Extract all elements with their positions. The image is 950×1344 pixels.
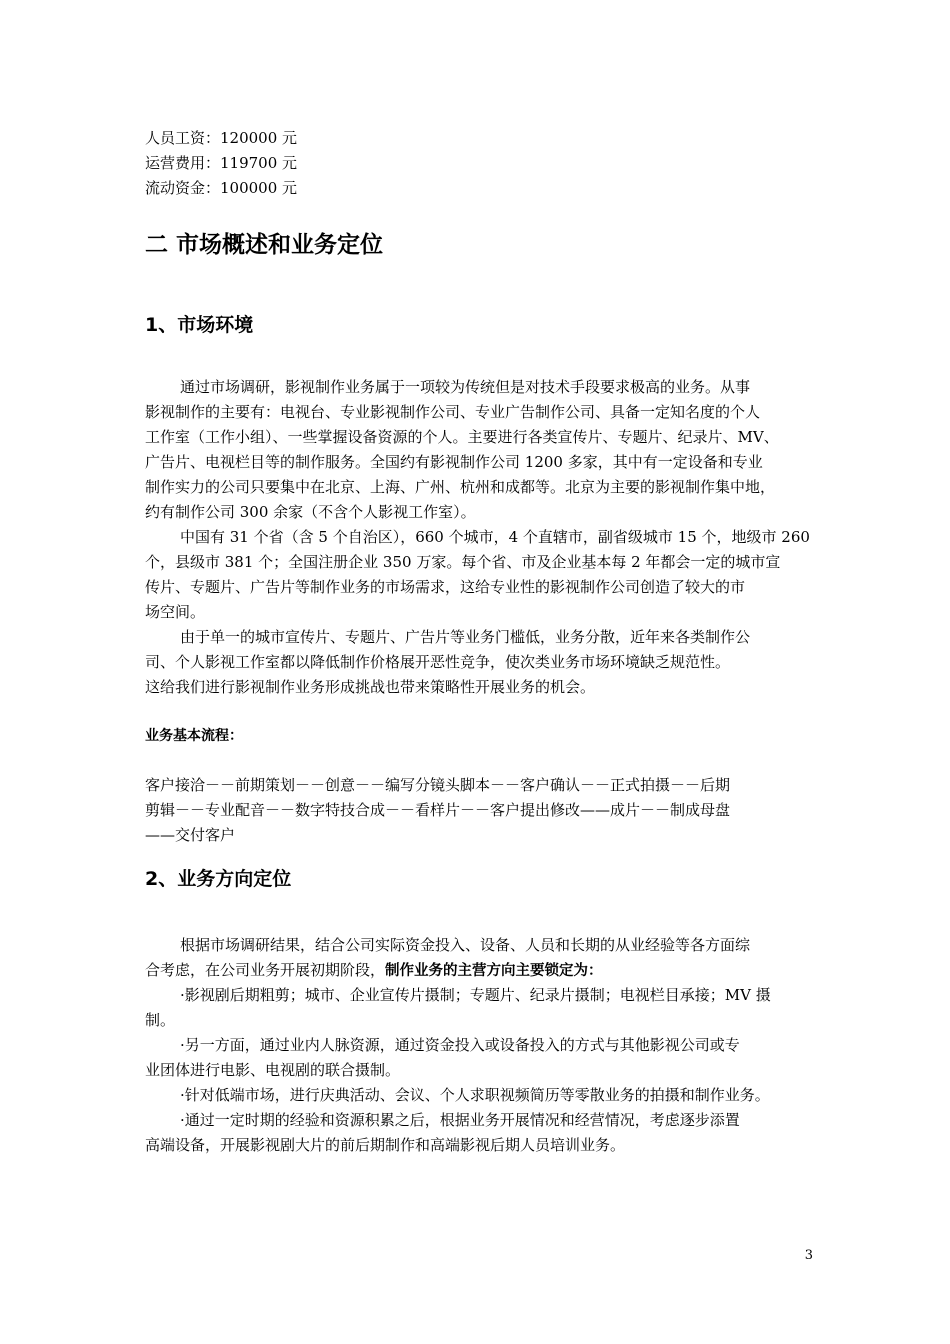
flow-label: 业务基本流程： <box>145 728 243 744</box>
paragraph-line: 通过市场调研，影视制作业务属于一项较为传统但是对技术手段要求极高的业务。从事 <box>180 378 751 396</box>
plain-text: 合考虑，在公司业务开展初期阶段， <box>145 961 386 979</box>
budget-staff-salary: 人员工资：120000 元 <box>145 129 298 147</box>
subsection-heading-market: 1、市场环境 <box>145 314 254 336</box>
emphasis-text: 制作业务的主营方向主要锁定为： <box>385 963 603 979</box>
paragraph-line: 约有制作公司 300 余家（不含个人影视工作室）。 <box>145 503 476 521</box>
paragraph-line <box>145 958 603 984</box>
paragraph-line: 工作室（工作小组）、一些掌握设备资源的个人。主要进行各类宣传片、专题片、纪录片、MV、 <box>145 428 779 446</box>
paragraph-line: 根据市场调研结果，结合公司实际资金投入、设备、人员和长期的从业经验等各方面综 <box>180 936 751 954</box>
bullet-line: 高端设备，开展影视剧大片的前后期制作和高端影视后期人员培训业务。 <box>145 1136 626 1154</box>
paragraph-line: 中国有 31 个省（含 5 个自治区），660 个城市，4 个直辖市，副省级城市 15 个，地级市 260 <box>180 528 810 546</box>
bullet-line: 制。 <box>145 1011 176 1029</box>
bullet-line: ·通过一定时期的经验和资源积累之后，根据业务开展情况和经营情况，考虑逐步添置 <box>180 1111 740 1129</box>
flow-line: 剪辑－－专业配音－－数字特技合成－－看样片－－客户提出修改——成片－－制成母盘 <box>145 801 731 819</box>
paragraph-line: 传片、专题片、广告片等制作业务的市场需求，这给专业性的影视制作公司创造了较大的市 <box>145 578 746 596</box>
budget-working-capital: 流动资金：100000 元 <box>145 179 298 197</box>
flow-line: ——交付客户 <box>145 826 236 844</box>
paragraph-line: 司、个人影视工作室都以降低制作价格展开恶性竞争，使次类业务市场环境缺乏规范性。 <box>145 653 731 671</box>
paragraph-line: 影视制作的主要有：电视台、专业影视制作公司、专业广告制作公司、具备一定知名度的个人 <box>145 403 761 421</box>
bullet-line: ·影视剧后期粗剪；城市、企业宣传片摄制；专题片、纪录片摄制；电视栏目承接；MV 摄 <box>180 986 771 1004</box>
bullet-line: ·另一方面，通过业内人脉资源，通过资金投入或设备投入的方式与其他影视公司或专 <box>180 1036 740 1054</box>
paragraph-line: 由于单一的城市宣传片、专题片、广告片等业务门槛低，业务分散，近年来各类制作公 <box>180 628 751 646</box>
budget-operating-cost: 运营费用：119700 元 <box>145 154 298 172</box>
section-title: 二 市场概述和业务定位 <box>145 232 384 258</box>
bullet-line: 业团体进行电影、电视剧的联合摄制。 <box>145 1061 401 1079</box>
page-number: 3 <box>804 1248 813 1263</box>
subsection-heading-positioning: 2、业务方向定位 <box>145 868 292 890</box>
flow-line: 客户接洽－－前期策划－－创意－－编写分镜头脚本－－客户确认－－正式拍摄－－后期 <box>145 776 731 794</box>
paragraph-line: 广告片、电视栏目等的制作服务。全国约有影视制作公司 1200 多家，其中有一定设备和专业 <box>145 453 763 471</box>
paragraph-line: 场空间。 <box>145 603 206 621</box>
bullet-line: ·针对低端市场，进行庆典活动、会议、个人求职视频简历等零散业务的拍摄和制作业务。 <box>180 1086 770 1104</box>
paragraph-line: 这给我们进行影视制作业务形成挑战也带来策略性开展业务的机会。 <box>145 678 596 696</box>
paragraph-line: 个，县级市 381 个；全国注册企业 350 万家。每个省、市及企业基本每 2 年都会一定的城市宣 <box>145 553 781 571</box>
paragraph-line: 制作实力的公司只要集中在北京、上海、广州、杭州和成都等。北京为主要的影视制作集中地， <box>145 478 776 496</box>
